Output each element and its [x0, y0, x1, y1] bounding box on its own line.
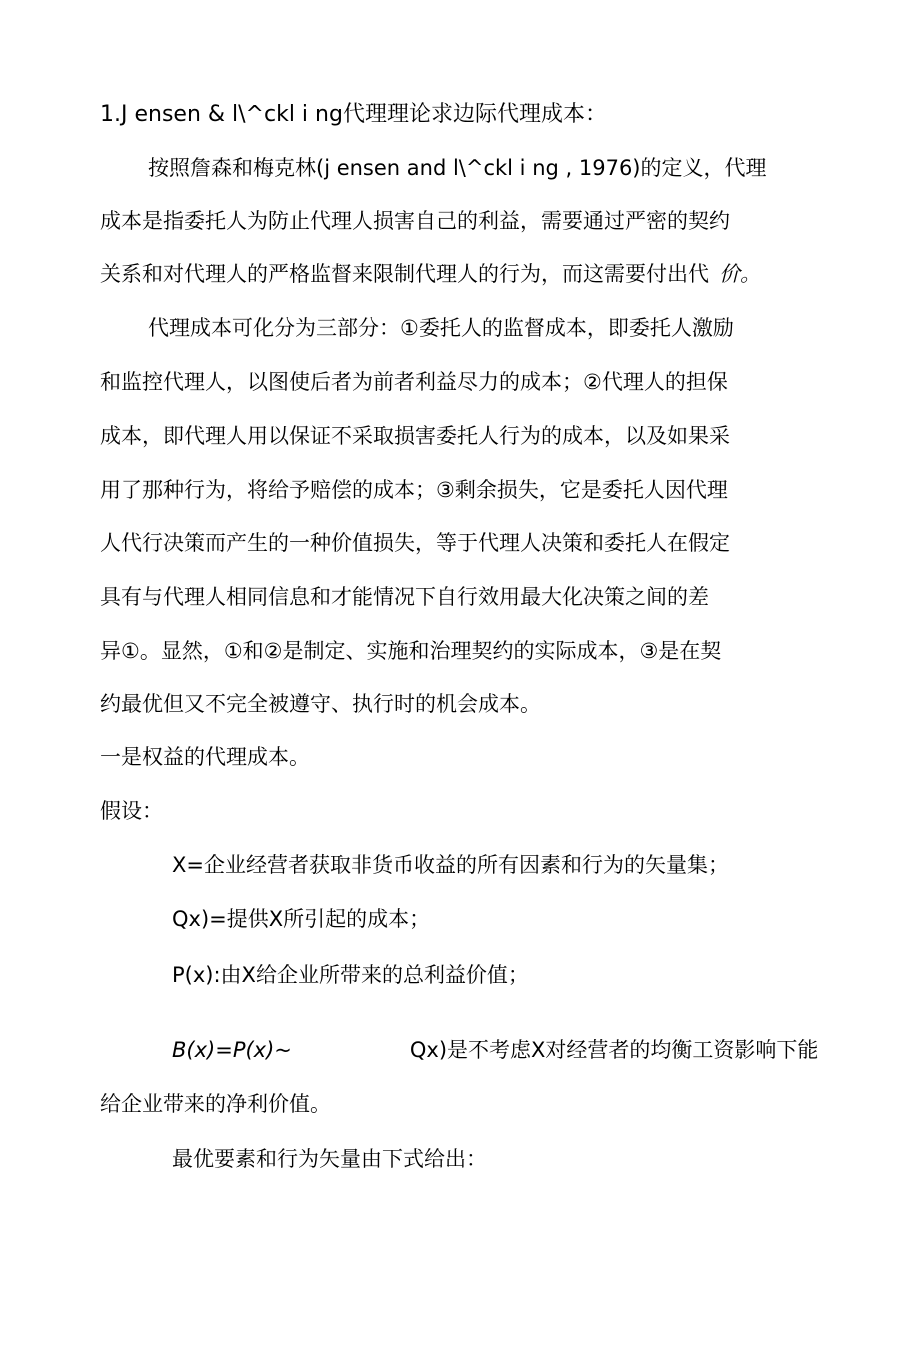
definition-line: P(x):由X给企业所带来的总利益价值； [172, 963, 529, 987]
paragraph-line: 给企业带来的净利价值。 [100, 1092, 331, 1116]
section-heading: 1.J ensen & l\^ckl i ng代理理论求边际代理成本： [100, 102, 607, 127]
paragraph-line: 最优要素和行为矢量由下式给出： [172, 1147, 487, 1171]
paragraph-line: 关系和对代理人的严格监督来限制代理人的行为，而这需要付出代 价。 [100, 262, 761, 286]
definition-line: X=企业经营者获取非货币收益的所有因素和行为的矢量集； [172, 853, 729, 877]
paragraph-line: 约最优但又不完全被遵守、执行时的机会成本。 [100, 692, 541, 716]
paragraph-line: 一是权益的代理成本。 [100, 745, 310, 769]
definition-line: Qx)=提供X所引起的成本； [172, 907, 431, 931]
formula-rhs: Qx)是不考虑X对经营者的均衡工资影响下能 [409, 1038, 819, 1062]
paragraph-line: 人代行决策而产生的一种价值损失，等于代理人决策和委托人在假定 [100, 531, 730, 555]
paragraph-line-end: 价。 [719, 262, 761, 286]
formula-line [172, 1036, 818, 1064]
paragraph-line: 成本，即代理人用以保证不采取损害委托人行为的成本，以及如果采 [100, 424, 730, 448]
paragraph-line: 假设： [100, 799, 163, 823]
formula-lhs: B(x)=P(x)~ [172, 1038, 292, 1062]
paragraph-line: 具有与代理人相同信息和才能情况下自行效用最大化决策之间的差 [100, 585, 709, 609]
paragraph-line: 成本是指委托人为防止代理人损害自己的利益，需要通过严密的契约 [100, 209, 730, 233]
paragraph-line: 用了那种行为，将给予赔偿的成本；③剩余损失，它是委托人因代理 [100, 478, 728, 502]
paragraph-line: 和监控代理人，以图使后者为前者利益尽力的成本；②代理人的担保 [100, 370, 728, 394]
paragraph-line: 代理成本可化分为三部分：①委托人的监督成本，即委托人激励 [148, 316, 734, 340]
paragraph-line: 异①。显然，①和②是制定、实施和治理契约的实际成本，③是在契 [100, 639, 722, 663]
paragraph-line: 按照詹森和梅克林(j ensen and l\^ckl i ng , 1976)的定义，代理 [148, 156, 767, 180]
